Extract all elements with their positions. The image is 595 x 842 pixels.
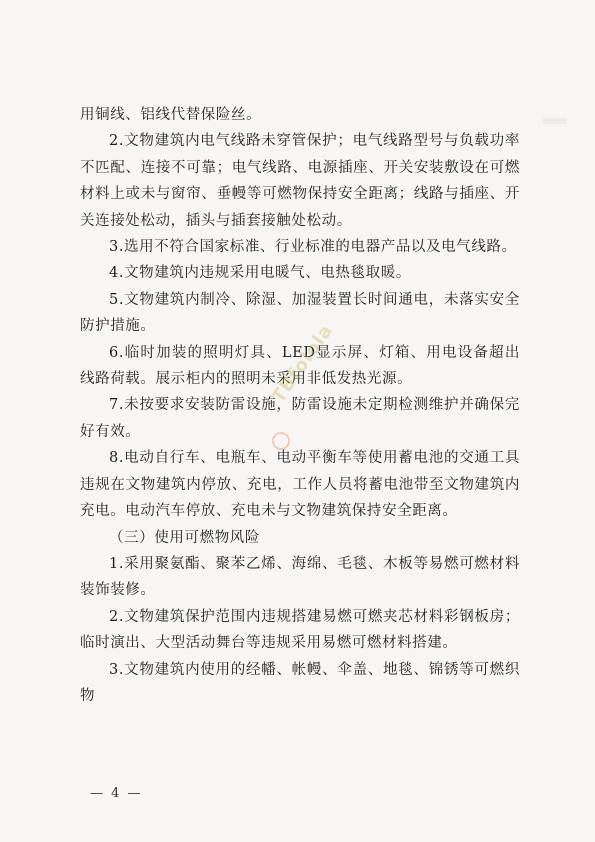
body-text — [80, 102, 520, 709]
paragraph-item-8: 8.电动自行车、电瓶车、电动平衡车等使用蓄电池的交通工具违规在文物建筑内停放、充电，工作人员将蓄电池带至文物建筑内充电。电动汽车停放、充电未与文物建筑保持安全距离。 — [80, 450, 520, 520]
paragraph-item-1-flammable: 1.采用聚氨酯、聚苯乙烯、海绵、毛毯、木板等易燃可燃材料装饰装修。 — [80, 555, 520, 599]
paragraph-item-2-flammable: 2.文物建筑保护范围内违规搭建易燃可燃夹芯材料彩钢板房；临时演出、大型活动舞台等违规采用易燃可燃材料搭建。 — [80, 608, 520, 652]
watermark-text: TBfolola — [268, 320, 338, 408]
section-heading: （三）使用可燃物风险 — [109, 529, 260, 546]
paragraph-item-6: 6.临时加装的照明灯具、LED显示屏、灯箱、用电设备超出线路荷载。展示柜内的照明未采用非低发热光源。 — [80, 344, 520, 388]
paragraph-item-7: 7.未按要求安装防雷设施，防雷设施未定期检测维护并确保完好有效。 — [80, 397, 520, 440]
paragraph-item-2: 2.文物建筑内电气线路未穿管保护；电气线路型号与负载功率不匹配、连接不可靠；电气线路、电源插座、开关安装敷设在可燃材料上或未与窗帘、垂幔等可燃物保持安全距离；线路与插座、开关连接处松动，插头与插套接触处松动。 — [80, 133, 520, 229]
scan-mark — [543, 118, 567, 124]
paragraph-continuation: 用铜线、铝线代替保险丝。 — [80, 107, 262, 123]
paragraph-item-3-flammable: 3.文物建筑内使用的经幡、帐幔、伞盖、地毯、锦锈等可燃织物 — [80, 661, 520, 704]
paragraph-item-5: 5.文物建筑内制冷、除湿、加湿装置长时间通电，未落实安全防护措施。 — [80, 291, 520, 335]
page-number: — 4 — — [90, 786, 143, 801]
paragraph-item-4: 4.文物建筑内违规采用电暖气、电热毯取暖。 — [109, 265, 411, 282]
watermark-logo-icon — [272, 432, 290, 450]
paragraph-item-3: 3.选用不符合国家标准、行业标准的电器产品以及电气线路。 — [109, 239, 517, 256]
